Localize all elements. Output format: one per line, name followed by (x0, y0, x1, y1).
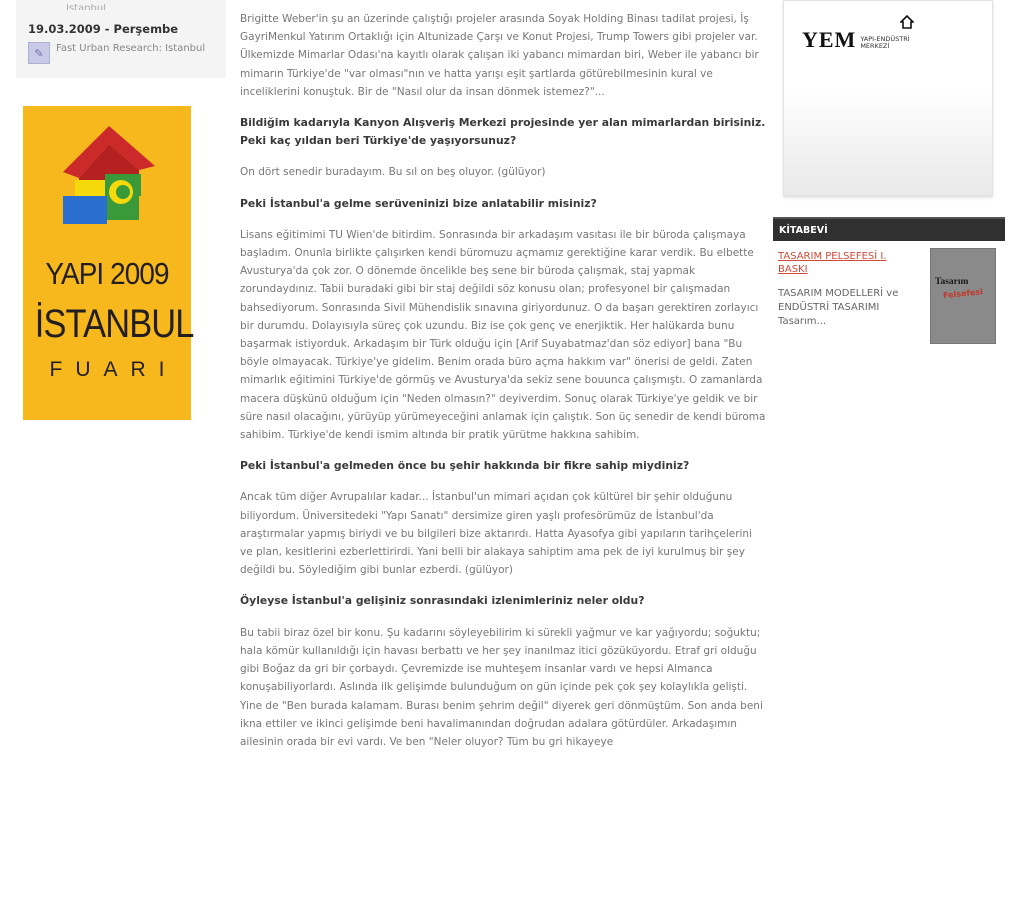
book-cover-title: Tasarım (935, 277, 969, 287)
interview-question: Peki İstanbul'a gelme serüveninizi bize anlatabilir misiniz? (240, 196, 597, 210)
yem-house-icon (900, 15, 914, 29)
fair-year-title: YAPI 2009 (45, 256, 169, 291)
bookstore-header: KİTABEVİ (773, 217, 1005, 241)
house-logo-icon (63, 122, 159, 226)
interview-answer: On dört senedir buradayım. Bu sıl on beş oluyor. (gülüyor) (240, 166, 546, 179)
yem-logo (802, 27, 910, 53)
event-row[interactable] (28, 42, 214, 64)
event-faded-text: Istanbul (66, 4, 107, 10)
event-title-link[interactable]: Fast Urban Research: Istanbul (56, 43, 206, 54)
left-sidebar (16, 0, 226, 78)
interview-question: Bildiğim kadarıyla Kanyon Alışveriş Merkezi projesinde yer alan mimarlardan birisiniz. Peki kaç yıldan beri Türkiye'de yaşıyorsunuz? (240, 116, 766, 148)
interview-answer: Ancak tüm diğer Avrupalılar kadar... İstanbul'un mimari açıdan çok kültürel bir şehir olduğunu biliyordum. Üniversitedeki "Yapı Sanatı" dersimize giren yaşlı profesörümüz de İstanbul'da araştırmalar yapmış biriydi ve bu bilgileri bize aktarırdı. Hatta Ayasofya gibi yapıların tarihçelerini ve plan, kesitlerini ezberlettirirdi. Yani belli bir alakaya sahiptim ama pek de iyi kurulmuş bir şey değildi bu. Söylediğim gibi bunlar ezberdi. (gülüyor) (240, 491, 753, 577)
event-date: 19.03.2009 - Perşembe (28, 22, 179, 36)
yem-advertisement[interactable] (783, 0, 993, 196)
interview-question: Peki İstanbul'a gelmeden önce bu şehir hakkında bir fikre sahip miydiniz? (240, 459, 690, 473)
event-thumbnail-icon: ✎ (28, 42, 50, 64)
book-title-link[interactable]: TASARIM PELSEFESİ I. BASKI (778, 251, 887, 275)
book-description: TASARIM MODELLERİ ve ENDÜSTRİ TASARIMI Tasarım... (778, 288, 899, 327)
book-cover-image[interactable] (930, 248, 996, 344)
yem-logo-text: YAPI-ENDÜSTRİ MERKEZİ (860, 35, 910, 50)
interview-answer: Bu tabii biraz özel bir konu. Şu kadarını söyleyebilirim ki sürekli yağmur ve kar yağıyordu; soğuktu; hala kömür kullanıldığı için havası berbattı ve her şey inanılmaz itici gözüküyordu. Etraf gri olduğu gibi Boğaz da gri bir çorbaydı. Çevremizde ise muhteşem insanlar vardı ve hepsi Almanca konuşabiliyorlardı. Aslında ilk gelişimde bulunduğum on gün içinde pek çok şey kolaylıkla gelişti. Yine de "Ben burada kalamam. Burası benim şehrim değil" diyerek geri dönmüştüm. Son anda beni ikna ettiler ve ikinci gelişimde beni havalimanından doğrudan adalara götürdüler. Arkadaşımın ailesinin orada bir evi vardı. Ve ben "Neler oluyor? Tüm bu gri hikayeye (240, 626, 763, 748)
yem-logo-mark: YEM (802, 27, 857, 52)
yapi-fair-banner[interactable] (23, 106, 194, 420)
event-card[interactable] (16, 0, 226, 78)
fair-city-title: İSTANBUL (34, 302, 194, 346)
fair-word-title: FUARI (49, 358, 178, 381)
book-cover-subtitle: Felsefesi (942, 287, 984, 301)
article-body (240, 10, 766, 764)
interview-answer: Lisans eğitimimi TU Wien'de bitirdim. Sonrasında bir arkadaşım vasıtası ile bir büroda çalışmaya başladım. Onunla birlikte çalışırken kendi büromuzu açmamız gerektiğine karar verdik. Bu elbette Avusturya'da çok zor. O dönemde öncelikle beş sene bir büroda çalışmak, staj yapmak zorundaydınız. Tabii buradaki gibi bir staj değildi söz konusu olan; profesyonel bir çalışmadan bahsediyorum. Sonrasında Sivil Mühendislik sınavına giriyordunuz. O da başarı gerektiren zorlayıcı bir durumdu. Dolayısıyla süreç çok uzundu. Biz ise çok genç ve enerjiktik. Her halükarda bunu başarmak istiyorduk. Arkadaşım bir Türk olduğu için [Arif Suyabatmaz'dan söz ediyor] bana "Bu böyle olmayacak. Türkiye'ye gidelim. Benim orada büro açma hakkım var" önerisi de geldi. Zaten mimarlık eğitimini Türkiye'de görmüş ve Avusturya'da sekiz sene bouunca çalışmıştı. O zamanlarda macera düşkünü olduğum için "Neden olmasın?" deyiverdim. Sonuç olarak Türkiye'ye geldik ve bir süre nasıl olacağını, yürüyüp yürümeyeceğini anlamak için çalıştık. Son üç senedir de kendi büroma sahibim. Türkiye'de kendi ismim altında bir pratik yürütme hakkına sahibim. (240, 228, 766, 442)
article-intro: Brigitte Weber'in şu an üzerinde çalıştığı projeler arasında Soyak Holding Binası tadilat projesi, İş GayriMenkul Yatırım Ortaklığı için Altunizade Çarşı ve Konut Projesi, Trump Towers gibi projeler var. Ülkemizde Mimarlar Odası'na kayıtlı olarak çalışan iki yabancı mimardan biri, Weber ile yabancı bir mimarın Türkiye'de "var olması"nın ve hatta yarışı eşit şartlarda götürebilmesinin kural ve inceliklerini konuştuk. Bir de "Nasıl olur da insan dönmek istemez?"... (240, 13, 759, 98)
interview-question: Öyleyse İstanbul'a gelişiniz sonrasındaki izlenimleriniz neler oldu? (240, 594, 645, 608)
